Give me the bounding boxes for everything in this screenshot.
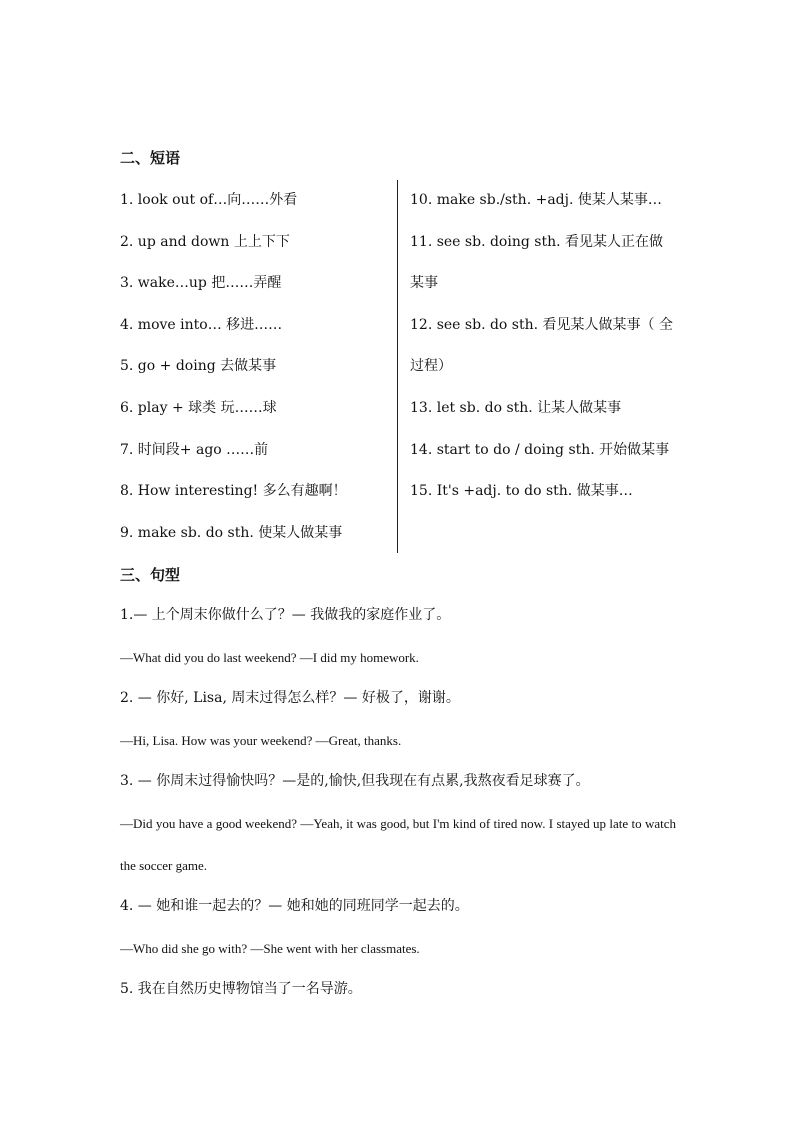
phrase-item: 4. move into… 移进…… xyxy=(120,316,283,333)
phrase-item: 10. make sb./sth. +adj. 使某人某事… xyxy=(410,192,662,208)
phrase-item: 2. up and down 上上下下 xyxy=(120,233,290,250)
sentence-line-zh: 1.— 上个周末你做什么了？— 我做我的家庭作业了。 xyxy=(120,607,451,623)
sentence-line-zh: 4. — 她和谁一起去的？— 她和她的同班同学一起去的。 xyxy=(120,898,469,915)
phrase-item: 3. wake…up 把……弄醒 xyxy=(120,275,282,292)
phrase-item: 9. make sb. do sth. 使某人做某事 xyxy=(120,524,343,541)
phrase-item: 12. see sb. do sth. 看见某人做某事（ 全过程） xyxy=(410,316,673,375)
phrase-item: 14. start to do / doing sth. 开始做某事 xyxy=(410,441,670,458)
sentence-line-zh: 3. — 你周末过得愉快吗？—是的,愉快,但我现在有点累,我熬夜看足球赛了。 xyxy=(120,773,590,790)
section-title-sentences: 三、句型 xyxy=(120,566,181,584)
phrase-item: 8. How interesting! 多么有趣啊！ xyxy=(120,483,347,500)
phrase-item: 15. It's +adj. to do sth. 做某事… xyxy=(410,483,633,500)
sentence-line-zh: 5. 我在自然历史博物馆当了一名导游。 xyxy=(120,981,362,998)
section-title-phrases: 二、短语 xyxy=(120,149,181,167)
phrase-item: 5. go + doing 去做某事 xyxy=(120,358,277,375)
phrase-item: 13. let sb. do sth. 让某人做某事 xyxy=(410,399,622,416)
phrase-item: 11. see sb. doing sth. 看见某人正在做某事 xyxy=(410,233,663,292)
phrases-right-column xyxy=(410,180,676,513)
sentence-line-en: —Who did she go with? —She went with her classmates. xyxy=(120,940,420,956)
phrase-item: 6. play + 球类 玩……球 xyxy=(120,399,277,416)
column-divider xyxy=(397,180,398,553)
sentence-line-en: —Did you have a good weekend? —Yeah, it was good, but I'm kind of tired now. I stayed up late to watch the soccer game. xyxy=(120,815,676,873)
phrase-item: 1. look out of…向……外看 xyxy=(120,192,298,208)
sentence-line-zh: 2. — 你好, Lisa, 周末过得怎么样？— 好极了，谢谢。 xyxy=(120,690,460,707)
phrases-left-column xyxy=(120,180,390,554)
phrase-item: 7. 时间段+ ago ……前 xyxy=(120,441,269,458)
sentence-line-en: —Hi, Lisa. How was your weekend? —Great, thanks. xyxy=(120,732,402,748)
sentence-line-en: —What did you do last weekend? —I did my homework. xyxy=(120,649,419,665)
sentence-patterns xyxy=(120,595,676,1011)
